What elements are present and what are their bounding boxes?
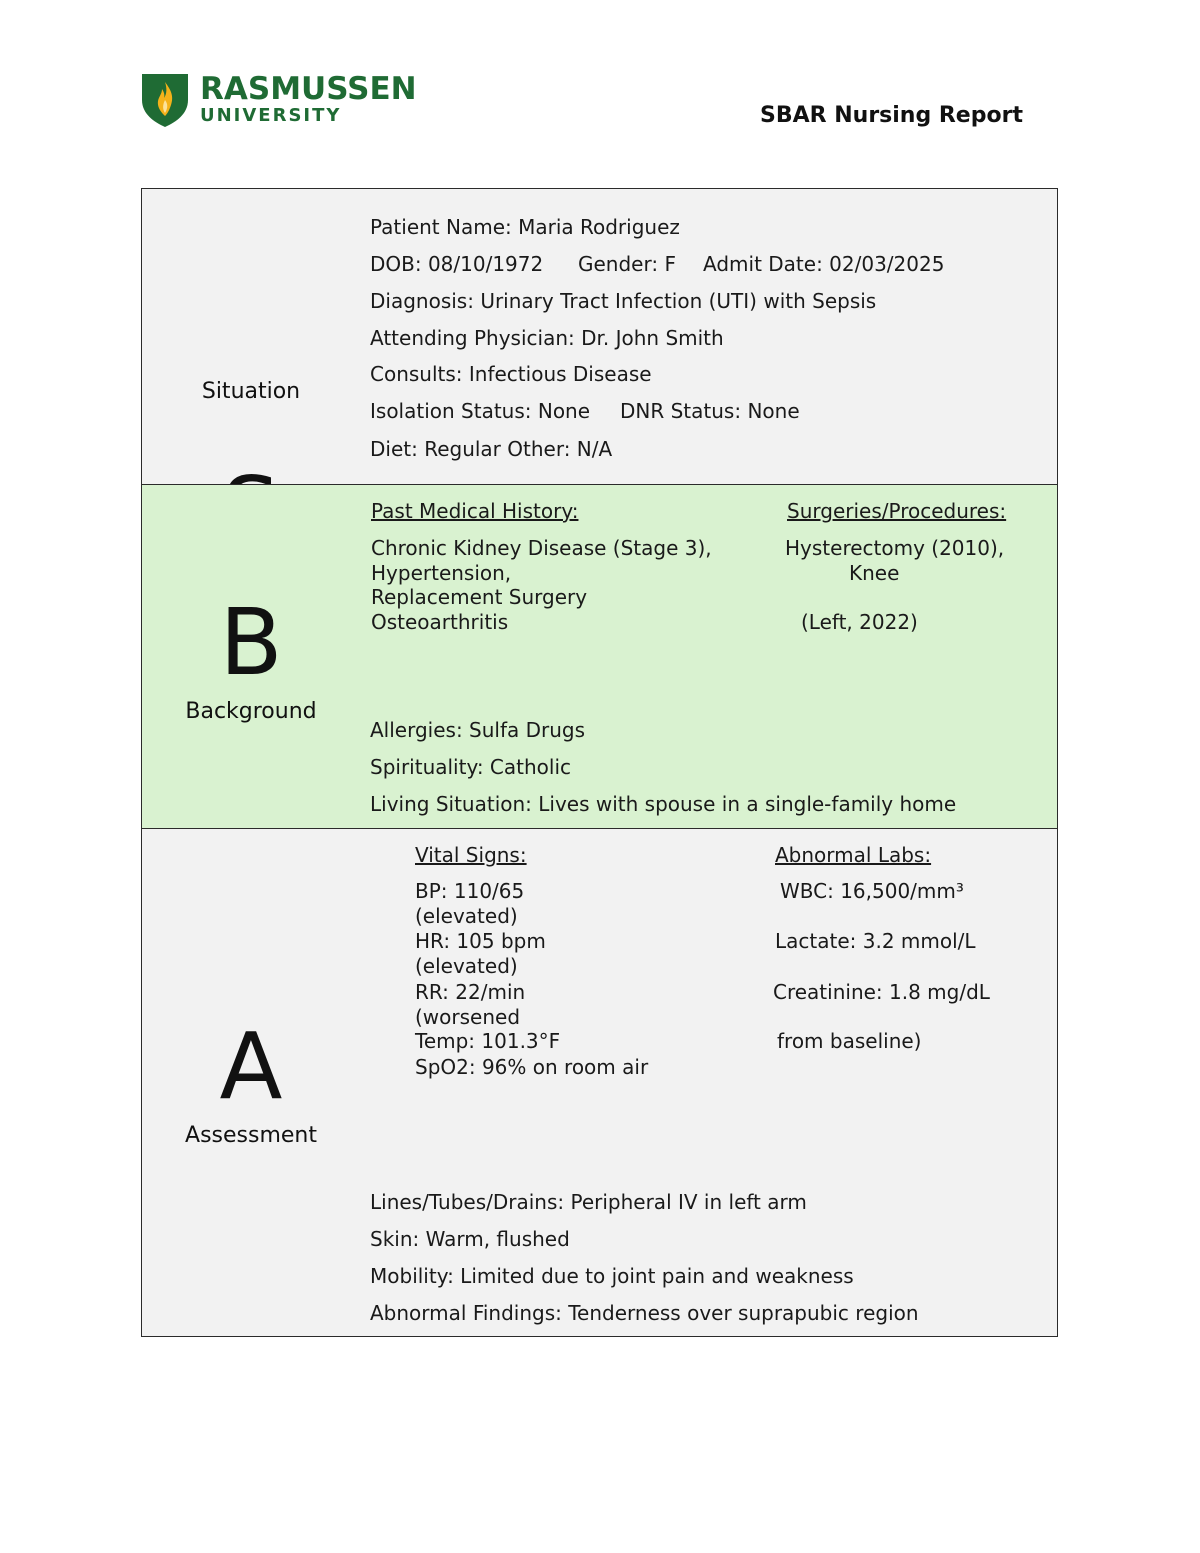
vital-sign: RR: 22/min [415,980,526,1004]
assessment-label-cell [142,829,361,1336]
surgeries-heading: Surgeries/Procedures: [787,499,1007,523]
lab-value: Creatinine: 1.8 mg/dL [773,980,990,1004]
allergies: Allergies: Sulfa Drugs [370,718,586,742]
vital-signs-heading: Vital Signs: [415,843,527,867]
vital-sign: (worsened [415,1005,521,1029]
assessment-content [360,829,1057,1336]
lines-tubes-drains: Lines/Tubes/Drains: Peripheral IV in left arm [370,1190,807,1214]
situation-label-cell [142,189,361,485]
report-title: SBAR Nursing Report [760,103,1023,128]
vital-sign: SpO2: 96% on room air [415,1055,649,1079]
skin: Skin: Warm, flushed [370,1227,570,1251]
logo-subtitle: UNIVERSITY [200,105,342,126]
lab-value: from baseline) [777,1029,922,1053]
pmh-heading: Past Medical History: [371,499,579,523]
flame-shield-icon [140,70,190,128]
background-content [360,485,1057,829]
gender: Gender: F [578,252,676,276]
dnr-status: DNR Status: None [620,399,800,423]
attending-physician: Attending Physician: Dr. John Smith [370,326,724,350]
pmh-item: Hypertension, [371,561,512,585]
background-label-cell [142,485,361,829]
vital-sign: Temp: 101.3°F [415,1029,561,1053]
university-logo [140,70,420,132]
background-row [141,484,1058,830]
pmh-item: Osteoarthritis [371,610,509,634]
patient-name: Patient Name: Maria Rodriguez [370,215,680,239]
situation-label: Situation [201,379,301,404]
isolation-status: Isolation Status: None [370,399,591,423]
spirituality: Spirituality: Catholic [370,755,572,779]
vital-sign: HR: 105 bpm [415,929,546,953]
consults: Consults: Infectious Disease [370,362,652,386]
vital-sign: BP: 110/65 [415,879,525,903]
abnormal-labs-heading: Abnormal Labs: [775,843,932,867]
dob: DOB: 08/10/1972 [370,252,544,276]
diet: Diet: Regular Other: N/A [370,437,613,461]
assessment-label: Assessment [185,1123,317,1148]
pmh-item: Chronic Kidney Disease (Stage 3), [371,536,712,560]
background-letter: B [219,589,283,696]
surgery-item: (Left, 2022) [801,610,918,634]
situation-content [360,189,1057,485]
surgery-item: Knee [849,561,900,585]
pmh-item: Replacement Surgery [371,585,588,609]
mobility: Mobility: Limited due to joint pain and weakness [370,1264,854,1288]
assessment-row [141,828,1058,1337]
situation-row [141,188,1058,486]
surgery-item: Hysterectomy (2010), [785,536,1005,560]
diagnosis: Diagnosis: Urinary Tract Infection (UTI) with Sepsis [370,289,877,313]
logo-wordmark: RASMUSSEN [200,71,417,107]
admit-date: Admit Date: 02/03/2025 [703,252,945,276]
assessment-letter: A [219,1013,283,1120]
lab-value: WBC: 16,500/mm³ [780,879,964,903]
living-situation: Living Situation: Lives with spouse in a single-family home [370,792,957,816]
background-label: Background [185,699,317,724]
vital-sign: (elevated) [415,954,518,978]
lab-value: Lactate: 3.2 mmol/L [775,929,976,953]
vital-sign: (elevated) [415,904,518,928]
abnormal-findings: Abnormal Findings: Tenderness over suprapubic region [370,1301,919,1325]
